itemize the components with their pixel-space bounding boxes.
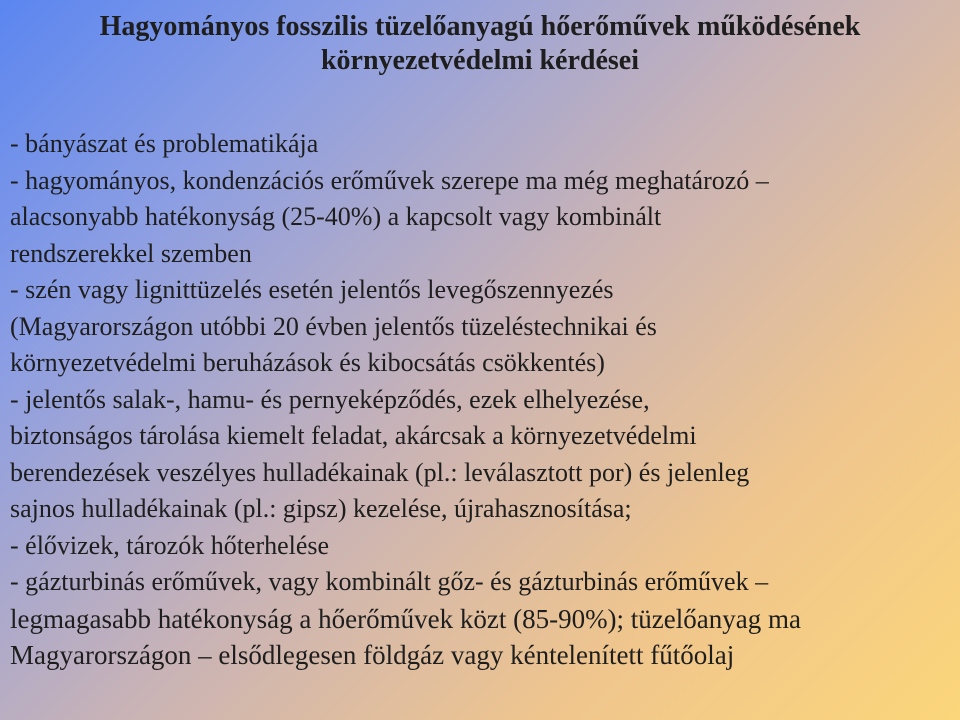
- body-line: (Magyarországon utóbbi 20 évben jelentős tüzeléstechnikai és: [10, 311, 657, 341]
- body-line: - gázturbinás erőművek, vagy kombinált gőz- és gázturbinás erőművek –: [10, 567, 769, 596]
- body-line: - élővizek, tározók hőterhelése: [10, 530, 330, 560]
- body-line: - bányászat és problematikája: [10, 129, 319, 158]
- body-line: - jelentős salak-, hamu- és pernyeképződés, ezek elhelyezése,: [10, 384, 650, 414]
- body-line: - szén vagy lignittüzelés esetén jelentős levegőszennyezés: [10, 275, 614, 304]
- body-line: - hagyományos, kondenzációs erőművek szerepe ma még meghatározó –: [10, 165, 769, 195]
- title-line: Hagyományos fosszilis tüzelőanyagú hőerőművek működésének: [99, 11, 861, 42]
- body-line: sajnos hulladékainak (pl.: gipsz) kezelése, újrahasznosítása;: [10, 494, 632, 523]
- slide-body: [10, 126, 955, 674]
- body-line: alacsonyabb hatékonyság (25-40%) a kapcsolt vagy kombinált: [10, 202, 662, 231]
- body-line: környezetvédelmi beruházások és kibocsátás csökkentés): [10, 348, 605, 377]
- body-line: berendezések veszélyes hulladékainak (pl.: leválasztott por) és jelenleg: [10, 457, 750, 487]
- slide-title: [0, 10, 960, 78]
- body-line: legmagasabb hatékonyság a hőerőművek közt (85-90%); tüzelőanyag ma: [10, 603, 801, 634]
- body-line: rendszerekkel szemben: [10, 238, 252, 268]
- body-line: Magyarországon – elsődlegesen földgáz vagy kéntelenített fűtőolaj: [10, 640, 735, 670]
- title-line: környezetvédelmi kérdései: [320, 45, 640, 76]
- body-line: biztonságos tárolása kiemelt feladat, akárcsak a környezetvédelmi: [10, 421, 697, 450]
